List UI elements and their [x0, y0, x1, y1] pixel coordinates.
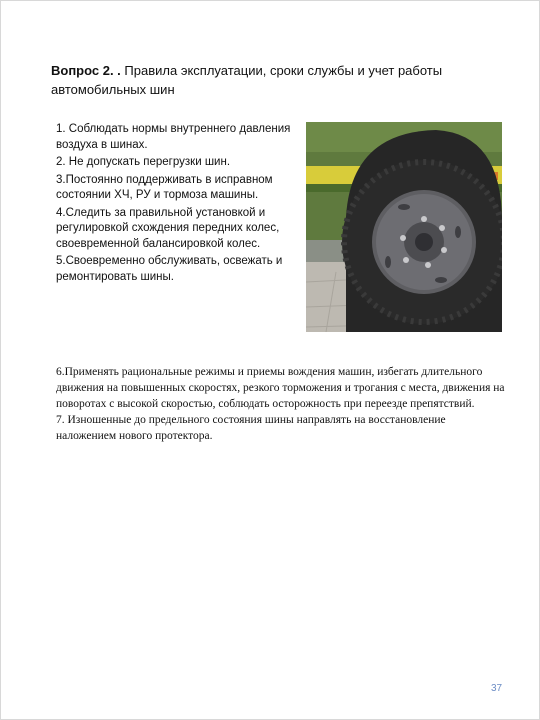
list-item: 4.Следить за правильной установкой и регулировкой схождения передних колес, своевременной балансировкой колес.: [56, 206, 280, 250]
tire-photo: [306, 122, 502, 332]
body-text: [56, 364, 508, 444]
page-number: 37: [491, 683, 503, 694]
question-label: Вопрос 2. .: [51, 63, 121, 78]
list-item: 1. Соблюдать нормы внутреннего давления воздуха в шинах.: [56, 123, 291, 151]
page-heading: [51, 61, 501, 99]
tire-illustration: [306, 122, 502, 332]
rules-list: [56, 122, 296, 287]
list-item: 2. Не допускать перегрузки шин.: [56, 156, 231, 168]
question-title: Правила эксплуатации, сроки службы и учет работы автомобильных шин: [51, 63, 443, 97]
list-item: 3.Постоянно поддерживать в исправном состоянии ХЧ, РУ и тормоза машины.: [56, 173, 273, 201]
paragraph-7: 7. Изношенные до предельного состояния шины направлять на восстановление наложением нового протектора.: [56, 414, 446, 442]
paragraph-6: 6.Применять рациональные режимы и приемы вождения машин, избегать длительного движения на повышенных скоростях, резкого торможения и трогания с места, движения на поворотах с высокой скоростью, соблюдать осторожность при переезде препятствий.: [56, 366, 505, 410]
list-item: 5.Своевременно обслуживать, освежать и ремонтировать шины.: [56, 255, 283, 283]
